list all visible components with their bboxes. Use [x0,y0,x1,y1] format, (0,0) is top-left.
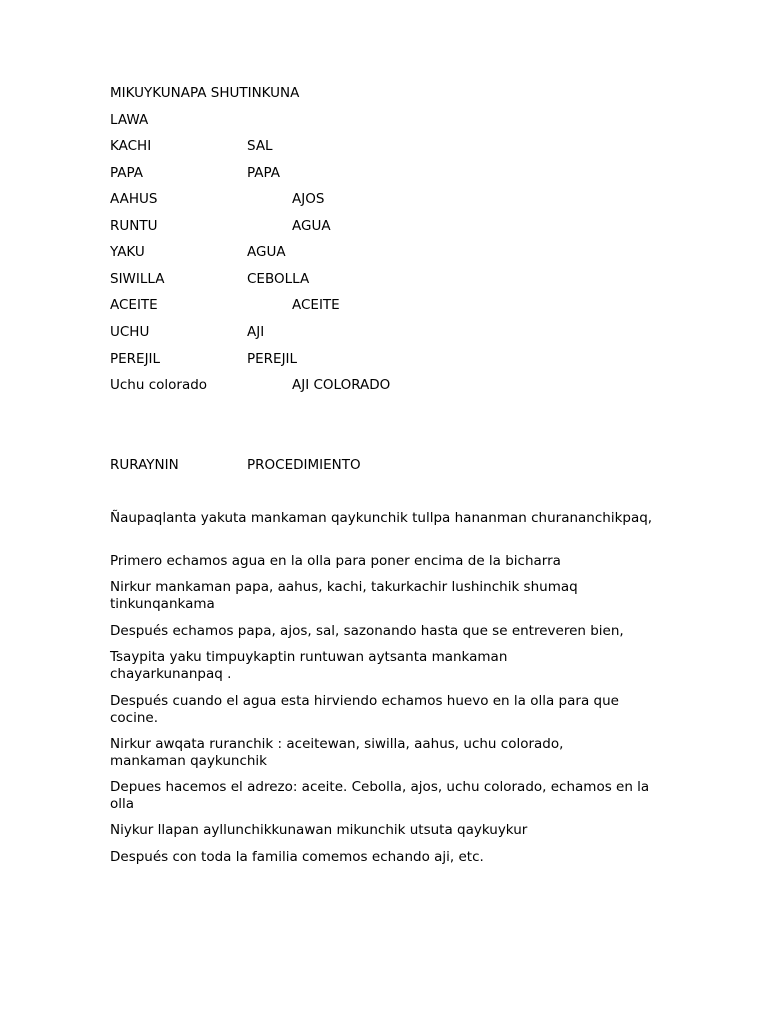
ingredient-quechua: RUNTU [110,218,158,234]
ingredient-spanish: PAPA [247,165,281,181]
ingredient-spanish: SAL [247,138,273,154]
document-title: MIKUYKUNAPA SHUTINKUNA [110,85,300,101]
ingredient-spanish: AGUA [292,218,331,234]
procedure-paragraph: Primero echamos agua en la olla para poner encima de la bicharra [110,553,561,569]
procedure-paragraph: Después echamos papa, ajos, sal, sazonando hasta que se entreveren bien, [110,623,624,639]
ingredient-spanish: ACEITE [292,297,340,313]
ingredient-spanish: AJI [247,324,265,340]
ingredient-quechua: PEREJIL [110,351,161,367]
ingredient-spanish: AJOS [292,191,325,207]
procedure-paragraph: Nirkur awqata ruranchik : aceitewan, siwilla, aahus, uchu colorado, mankaman qaykunchik [110,736,564,769]
ingredient-quechua: YAKU [110,244,145,260]
procedure-paragraph: Depues hacemos el adrezo: aceite. Cebolla, ajos, uchu colorado, echamos en la olla [110,779,650,812]
ingredient-spanish: AGUA [247,244,286,260]
ingredient-quechua: UCHU [110,324,150,340]
ingredient-spanish: PEREJIL [247,351,298,367]
procedure-paragraph: Después cuando el agua esta hirviendo echamos huevo en la olla para que cocine. [110,693,619,726]
procedure-header-spanish: PROCEDIMIENTO [247,457,361,473]
procedure-paragraph: Tsaypita yaku timpuykaptin runtuwan aytsanta mankaman chayarkunanpaq . [110,649,508,682]
procedure-paragraph: Niykur llapan ayllunchikkunawan mikunchik utsuta qaykuykur [110,822,528,838]
procedure-paragraph: Nirkur mankaman papa, aahus, kachi, takurkachir lushinchik shumaq tinkunqankama [110,579,578,612]
ingredient-quechua: AAHUS [110,191,158,207]
ingredient-quechua: KACHI [110,138,152,154]
ingredient-quechua: ACEITE [110,297,158,313]
ingredient-quechua: Uchu colorado [110,377,208,393]
procedure-paragraph: Después con toda la familia comemos echando aji, etc. [110,849,484,865]
ingredient-spanish: CEBOLLA [247,271,310,287]
recipe-name: LAWA [110,112,149,128]
ingredient-spanish: AJI COLORADO [292,377,391,393]
procedure-header-quechua: RURAYNIN [110,457,179,473]
ingredient-quechua: SIWILLA [110,271,165,287]
procedure-paragraph: Ñaupaqlanta yakuta mankaman qaykunchik tullpa hananman churananchikpaq, [110,510,653,526]
ingredient-quechua: PAPA [110,165,144,181]
